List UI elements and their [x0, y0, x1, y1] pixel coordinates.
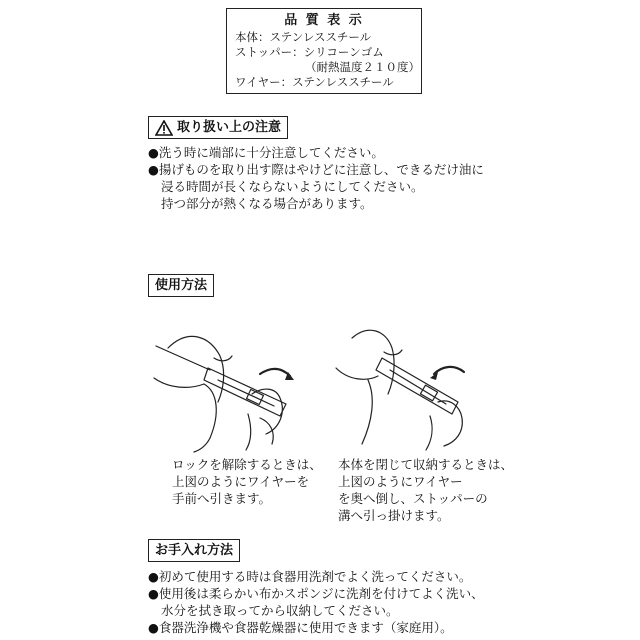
lock-illustration [322, 318, 482, 453]
usage-heading [148, 274, 214, 297]
quality-row-heat: （耐熱温度２１０度） [305, 60, 420, 74]
caption-line: 上図のようにワイヤーを [172, 474, 310, 489]
caption-line: 溝へ引っ掛けます。 [338, 508, 450, 523]
quality-row-body: 本体：ステンレススチール [235, 30, 372, 44]
usage-heading-text: 使用方法 [155, 277, 208, 293]
care-line: ●食器洗浄機や食器乾燥器に使用できます（家庭用）。 [148, 620, 453, 635]
caption-line: ロックを解除するときは、 [172, 457, 322, 472]
caution-line: 浸る時間が長くならないようにしてください。 [161, 179, 424, 194]
caution-line: ●揚げものを取り出す際はやけどに注意し、できるだけ油に [148, 162, 484, 177]
caption-line: を奥へ倒し、ストッパーの [338, 491, 488, 506]
care-line: 水分を拭き取ってから収納してください。 [161, 603, 399, 618]
unlock-illustration [148, 318, 308, 453]
lock-caption [338, 456, 513, 524]
quality-title: 品 質 表 示 [284, 13, 364, 28]
caution-list [148, 144, 484, 212]
quality-label-box [226, 8, 422, 94]
caption-line: 上図のようにワイヤー [338, 474, 463, 489]
caption-line: 手前へ引きます。 [172, 491, 272, 506]
caution-heading-text: 取り扱い上の注意 [177, 119, 282, 135]
care-heading [148, 539, 240, 562]
care-list [148, 568, 484, 636]
caution-heading [148, 116, 288, 139]
caution-line: 持つ部分が熱くなる場合があります。 [161, 196, 373, 211]
care-line: ●使用後は柔らかい布かスポンジに洗剤を付けてよく洗い、 [148, 586, 484, 601]
quality-row-wire: ワイヤー：ステンレススチール [235, 75, 394, 89]
unlock-caption [172, 456, 322, 507]
care-heading-text: お手入れ方法 [155, 542, 234, 558]
warning-icon [155, 120, 173, 136]
quality-row-stopper: ストッパー：シリコーンゴム [235, 45, 384, 59]
care-line: ●初めて使用する時は食器用洗剤でよく洗ってください。 [148, 569, 472, 584]
caution-line: ●洗う時に端部に十分注意してください。 [148, 145, 384, 160]
caption-line: 本体を閉じて収納するときは、 [338, 457, 514, 472]
